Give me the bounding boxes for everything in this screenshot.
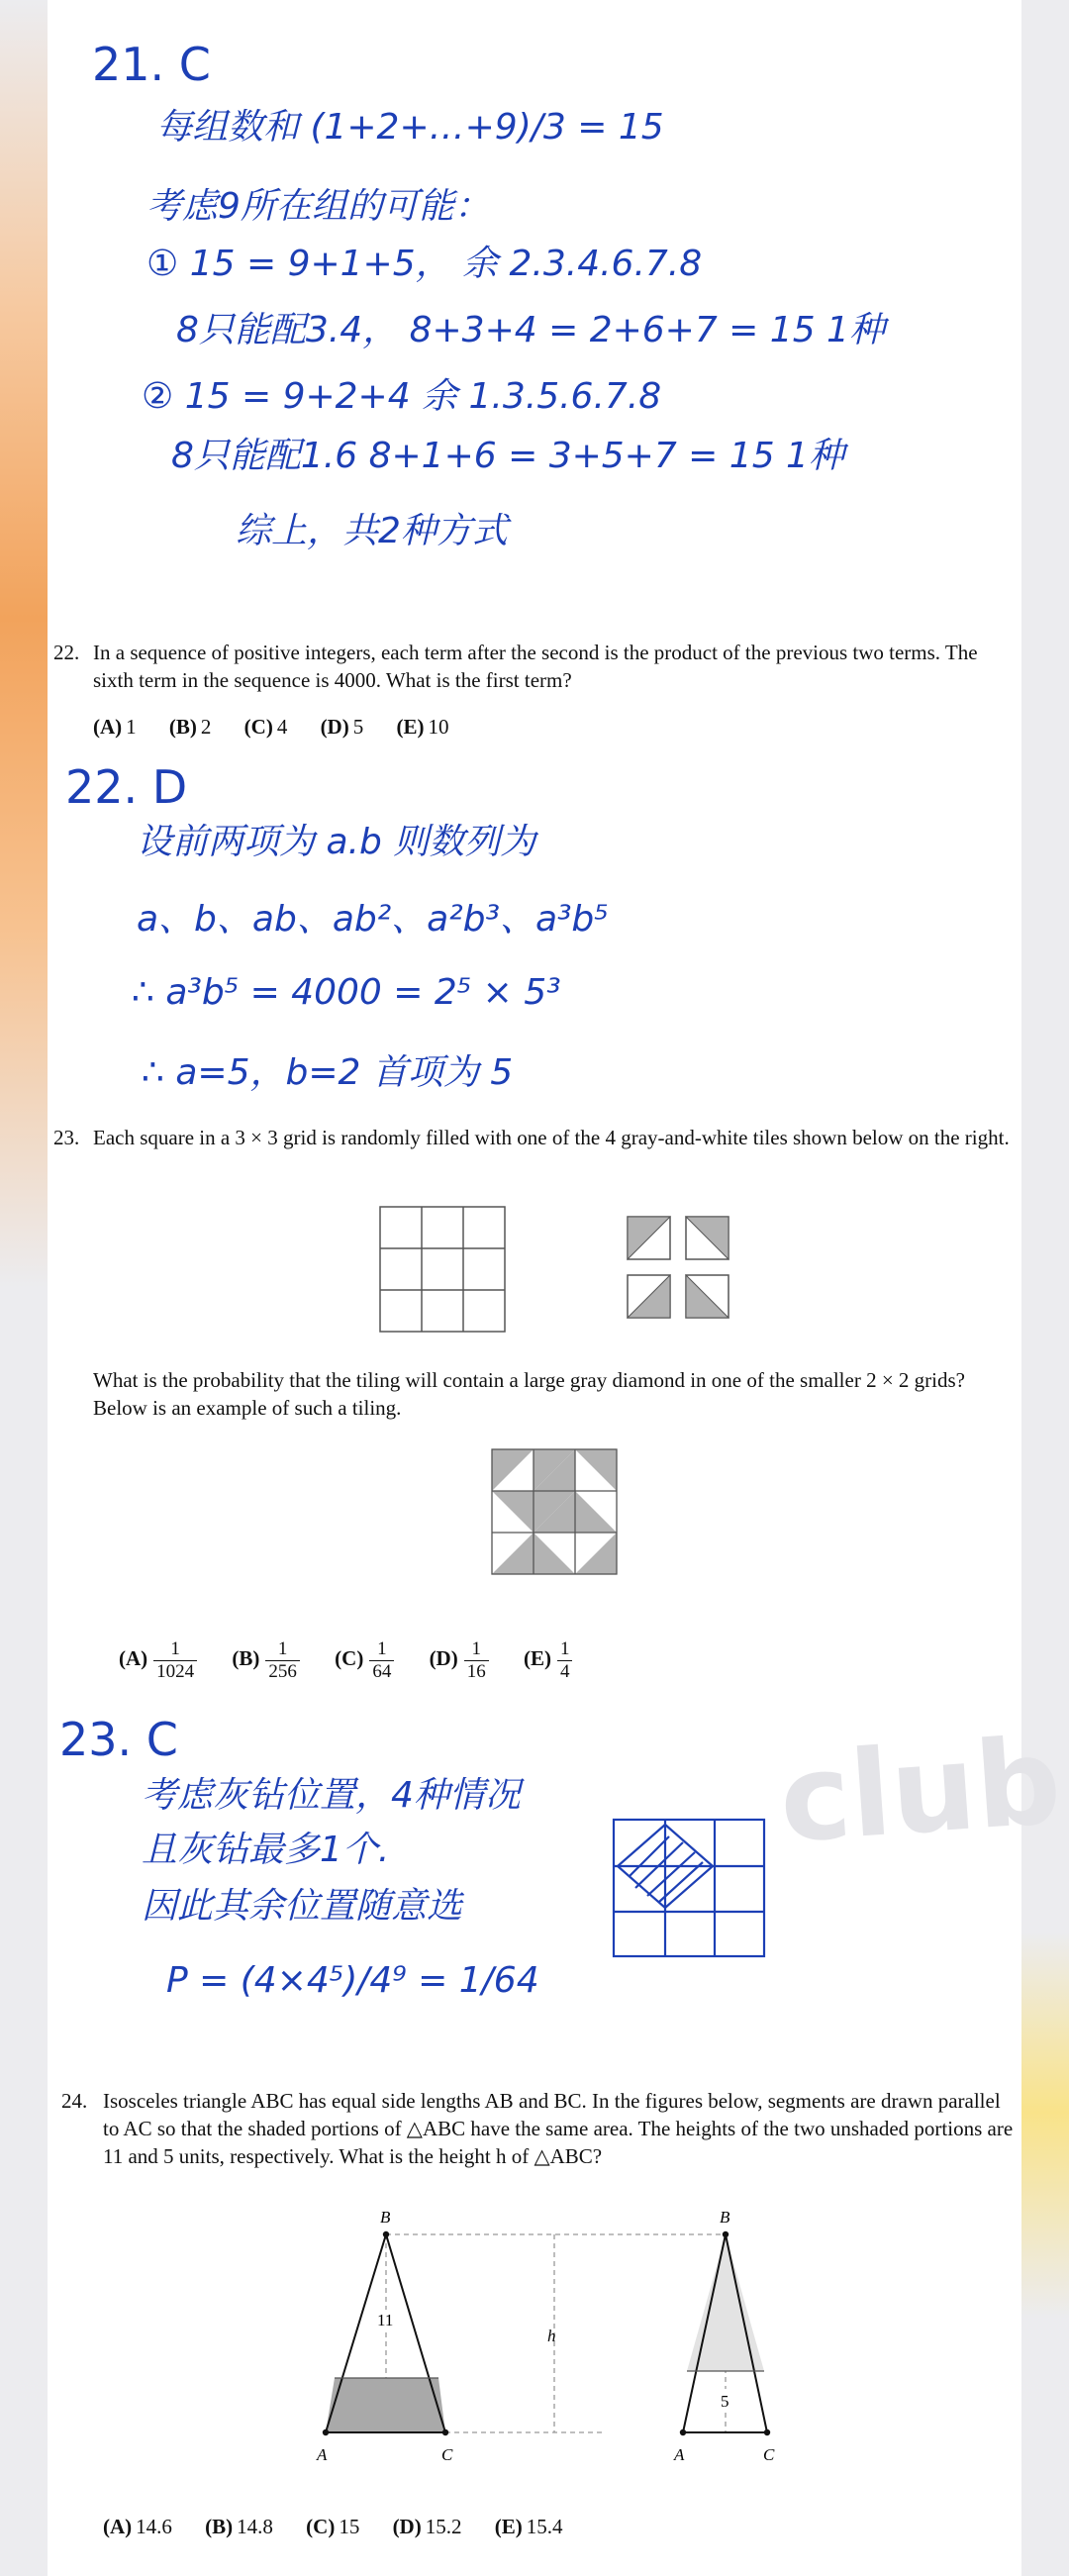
label-B-left: B xyxy=(380,2208,391,2227)
choice-e: (E) 10 xyxy=(396,715,449,739)
label-C-left: C xyxy=(441,2445,453,2464)
label-h: h xyxy=(547,2327,556,2345)
question-23-text2: What is the probability that the tiling will contain a large gray diamond in one of the smaller 2 × 2 grids? Below is an example of such a tiling. xyxy=(93,1368,965,1420)
empty-3x3-grid xyxy=(379,1206,506,1333)
choice-b: (B) $\frac{1}{256}$ xyxy=(232,1646,302,1670)
solution-21-line2: 考虑9所在组的可能： xyxy=(146,186,490,227)
choice-d: (D) 5 xyxy=(320,715,364,739)
question-23-number: 23. xyxy=(53,1126,80,1149)
example-tiling xyxy=(491,1448,618,1575)
label-height-5: 5 xyxy=(721,2392,729,2411)
label-B-right: B xyxy=(720,2208,730,2227)
question-23-text: Each square in a 3 × 3 grid is randomly filled with one of the 4 gray-and-white tiles shown below on the right. xyxy=(93,1126,1010,1149)
choice-a: (A) 14.6 xyxy=(103,2515,172,2538)
solution-21-line3: ① 15 = 9+1+5， 余 2.3.4.6.7.8 xyxy=(146,244,703,284)
tile-1 xyxy=(628,1217,670,1259)
label-A-right: A xyxy=(674,2445,685,2464)
solution-21-line5: ② 15 = 9+2+4 余 1.3.5.6.7.8 xyxy=(142,376,662,417)
choice-e: (E) $\frac{1}{4}$ xyxy=(524,1646,575,1670)
choice-b: (B) 2 xyxy=(168,715,212,739)
solution-21-line6: 8只能配1.6 8+1+6 = 3+5+7 = 15 1种 xyxy=(171,436,844,476)
right-shaded-triangle xyxy=(687,2234,764,2371)
left-shaded-trapezoid xyxy=(326,2378,445,2432)
watermark: club xyxy=(775,1713,1066,1870)
choice-c: (C) 4 xyxy=(243,715,288,739)
solution-23-line3: 因此其余位置随意选 xyxy=(142,1886,463,1927)
question-24-number: 24. xyxy=(61,2089,88,2113)
solution-22-line1: 设前两项为 a.b 则数列为 xyxy=(137,822,536,862)
label-C-right: C xyxy=(763,2445,775,2464)
solution-23-line2: 且灰钻最多1个. xyxy=(142,1830,390,1870)
right-decor-stripe xyxy=(1021,0,1069,2576)
tile-2 xyxy=(686,1217,729,1259)
solution-23-line4: P = (4×4⁵)/4⁹ = 1/64 xyxy=(166,1960,539,2001)
choice-d: (D) $\frac{1}{16}$ xyxy=(430,1646,491,1670)
question-24-choices xyxy=(103,2515,590,2539)
question-22-choices xyxy=(93,715,476,740)
label-height-11: 11 xyxy=(377,2311,394,2329)
solution-23-line1: 考虑灰钻位置，4种情况 xyxy=(142,1775,521,1816)
document-page xyxy=(48,0,1066,2576)
solution-22-line2: a、b、ab、ab²、a²b³、a³b⁵ xyxy=(137,899,609,940)
choice-d: (D) 15.2 xyxy=(392,2515,462,2538)
solution-22-line4: ∴ a=5，b=2 首项为 5 xyxy=(142,1052,514,1093)
choice-a: (A) 1 xyxy=(93,715,137,739)
solution-21-answer: 21. C xyxy=(92,38,211,91)
handdrawn-diamond-grid xyxy=(610,1817,768,1960)
choice-e: (E) 15.4 xyxy=(494,2515,563,2538)
question-23-choices xyxy=(119,1638,602,1683)
triangles-figure xyxy=(265,2203,899,2480)
question-22-number: 22. xyxy=(53,641,80,664)
choice-c: (C) 15 xyxy=(306,2515,360,2538)
label-A-left: A xyxy=(317,2445,328,2464)
choice-a: (A) $\frac{1}{1024}$ xyxy=(119,1646,199,1670)
question-22-text: In a sequence of positive integers, each term after the second is the product of the previous two terms. The sixth term in the sequence is 4000. What is the first term? xyxy=(93,641,978,692)
solution-21-line4: 8只能配3.4， 8+3+4 = 2+6+7 = 15 1种 xyxy=(176,310,885,350)
choice-c: (C) $\frac{1}{64}$ xyxy=(335,1646,396,1670)
tile-4 xyxy=(686,1275,729,1318)
solution-23-answer: 23. C xyxy=(59,1713,178,1766)
solution-22-answer: 22. D xyxy=(65,760,188,814)
choice-b: (B) 14.8 xyxy=(205,2515,273,2538)
solution-21-line1: 每组数和 (1+2+…+9)/3 = 15 xyxy=(156,107,664,148)
left-decor-stripe xyxy=(0,0,48,2576)
tile-3 xyxy=(628,1275,670,1318)
solution-22-line3: ∴ a³b⁵ = 4000 = 2⁵ × 5³ xyxy=(132,972,561,1013)
question-24-text: Isosceles triangle ABC has equal side lengths AB and BC. In the figures below, segments are drawn parallel to AC so that the shaded portions of △ABC have the same area. The heights of the two unshaded portions are 11 and 5 units, respectively. What is the height h of △ABC? xyxy=(103,2089,1014,2168)
solution-21-line7: 综上，共2种方式 xyxy=(236,511,508,551)
four-tiles-figure xyxy=(627,1216,730,1320)
